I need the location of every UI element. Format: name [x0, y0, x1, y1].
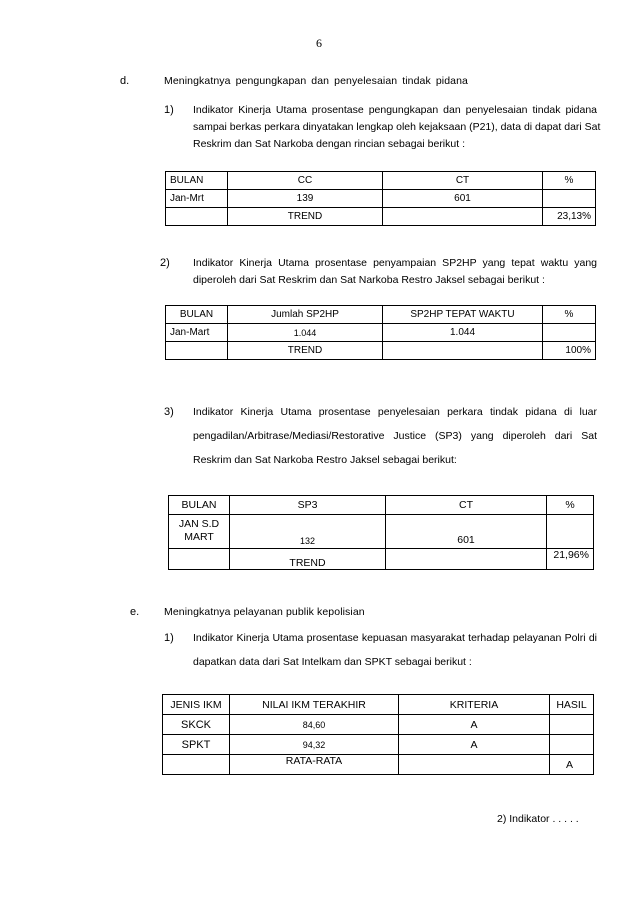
table-e1	[162, 694, 594, 775]
table-cell: 94,32	[230, 735, 399, 755]
table-cell-period	[169, 515, 230, 549]
item-d3-paragraph	[193, 400, 597, 472]
table-header: SP3	[230, 496, 386, 515]
item-d1-paragraph	[193, 102, 601, 153]
average-value: A	[550, 755, 594, 775]
section-e-letter: e.	[130, 606, 140, 618]
table-cell: 1.044	[383, 324, 543, 342]
table-header: %	[543, 172, 596, 190]
table-cell: SPKT	[163, 735, 230, 755]
table-cell: Jan-Mart	[166, 324, 228, 342]
table-cell-empty	[383, 208, 543, 226]
trend-label: TREND	[230, 549, 386, 570]
trend-value: 23,13%	[543, 208, 596, 226]
item-d1-line: Reskrim dan Sat Narkoba dengan rincian sebagai berikut :	[193, 138, 465, 150]
table-cell: 1.044	[228, 324, 383, 342]
trend-label: TREND	[228, 342, 383, 360]
table-cell: A	[399, 735, 550, 755]
section-e-heading: Meningkatnya pelayanan publik kepolisian	[164, 606, 365, 618]
item-e1-line: Indikator Kinerja Utama prosentase kepuasan masyarakat terhadap pelayanan Polri di	[193, 632, 597, 644]
table-header: BULAN	[166, 172, 228, 190]
table-cell	[550, 735, 594, 755]
table-header: %	[543, 306, 596, 324]
table-d1	[165, 171, 596, 226]
table-cell-empty	[166, 342, 228, 360]
section-d-letter: d.	[120, 75, 130, 87]
average-label: RATA-RATA	[230, 755, 399, 775]
table-cell: A	[399, 715, 550, 735]
table-cell-empty	[399, 755, 550, 775]
table-cell	[543, 190, 596, 208]
section-d-heading: Meningkatnya pengungkapan dan penyelesaian tindak pidana	[164, 75, 468, 87]
table-cell-empty	[386, 549, 547, 570]
item-d3-line: Indikator Kinerja Utama prosentase penyelesaian perkara tindak pidana di luar	[193, 406, 597, 418]
table-d3	[168, 495, 594, 570]
page-number: 6	[316, 36, 322, 50]
table-cell: 132	[230, 515, 386, 549]
table-header: HASIL	[550, 695, 594, 715]
trend-value: 21,96%	[547, 549, 594, 570]
table-header: CC	[228, 172, 383, 190]
item-d3-line: Reskrim dan Sat Narkoba Restro Jaksel sebagai berikut:	[193, 454, 457, 466]
table-header: JENIS IKM	[163, 695, 230, 715]
continuation-footer: 2) Indikator . . . . .	[497, 813, 579, 825]
table-header: Jumlah SP2HP	[228, 306, 383, 324]
table-cell-empty	[169, 549, 230, 570]
table-header: KRITERIA	[399, 695, 550, 715]
table-cell: 84,60	[230, 715, 399, 735]
table-cell: 601	[386, 515, 547, 549]
table-cell: 601	[383, 190, 543, 208]
table-cell: SKCK	[163, 715, 230, 735]
period-line: JAN S.D	[178, 518, 220, 530]
item-e1-paragraph	[193, 626, 597, 674]
table-cell-empty	[383, 342, 543, 360]
table-header: CT	[386, 496, 547, 515]
item-d2-paragraph	[193, 255, 597, 289]
table-cell	[543, 324, 596, 342]
table-cell	[550, 715, 594, 735]
table-header: CT	[383, 172, 543, 190]
item-d2-number: 2)	[160, 257, 170, 269]
item-d2-line: Indikator Kinerja Utama prosentase penyampaian SP2HP yang tepat waktu yang	[193, 257, 597, 269]
table-cell: Jan-Mrt	[166, 190, 228, 208]
table-header: BULAN	[166, 306, 228, 324]
trend-label: TREND	[228, 208, 383, 226]
table-header: %	[547, 496, 594, 515]
trend-value: 100%	[543, 342, 596, 360]
item-e1-line: dapatkan data dari Sat Intelkam dan SPKT sebagai berikut :	[193, 656, 472, 668]
item-e1-number: 1)	[164, 632, 174, 644]
table-header: NILAI IKM TERAKHIR	[230, 695, 399, 715]
item-d1-line: Indikator Kinerja Utama prosentase pengungkapan dan penyelesaian tindak pidana	[193, 104, 597, 116]
table-header: BULAN	[169, 496, 230, 515]
table-cell: 139	[228, 190, 383, 208]
item-d1-number: 1)	[164, 104, 174, 116]
item-d2-line: diperoleh dari Sat Reskrim dan Sat Narkoba Restro Jaksel sebagai berikut :	[193, 274, 545, 286]
table-cell	[547, 515, 594, 549]
table-cell-empty	[163, 755, 230, 775]
item-d3-line: pengadilan/Arbitrase/Mediasi/Restorative Justice (SP3) yang diperoleh dari Sat	[193, 430, 597, 442]
table-header: SP2HP TEPAT WAKTU	[383, 306, 543, 324]
item-d3-number: 3)	[164, 406, 174, 418]
item-d1-line: sampai berkas perkara dinyatakan lengkap oleh kejaksaan (P21), data di dapat dari Sat	[193, 121, 601, 133]
table-d2	[165, 305, 596, 360]
period-line: MART	[184, 531, 214, 543]
table-cell-empty	[166, 208, 228, 226]
